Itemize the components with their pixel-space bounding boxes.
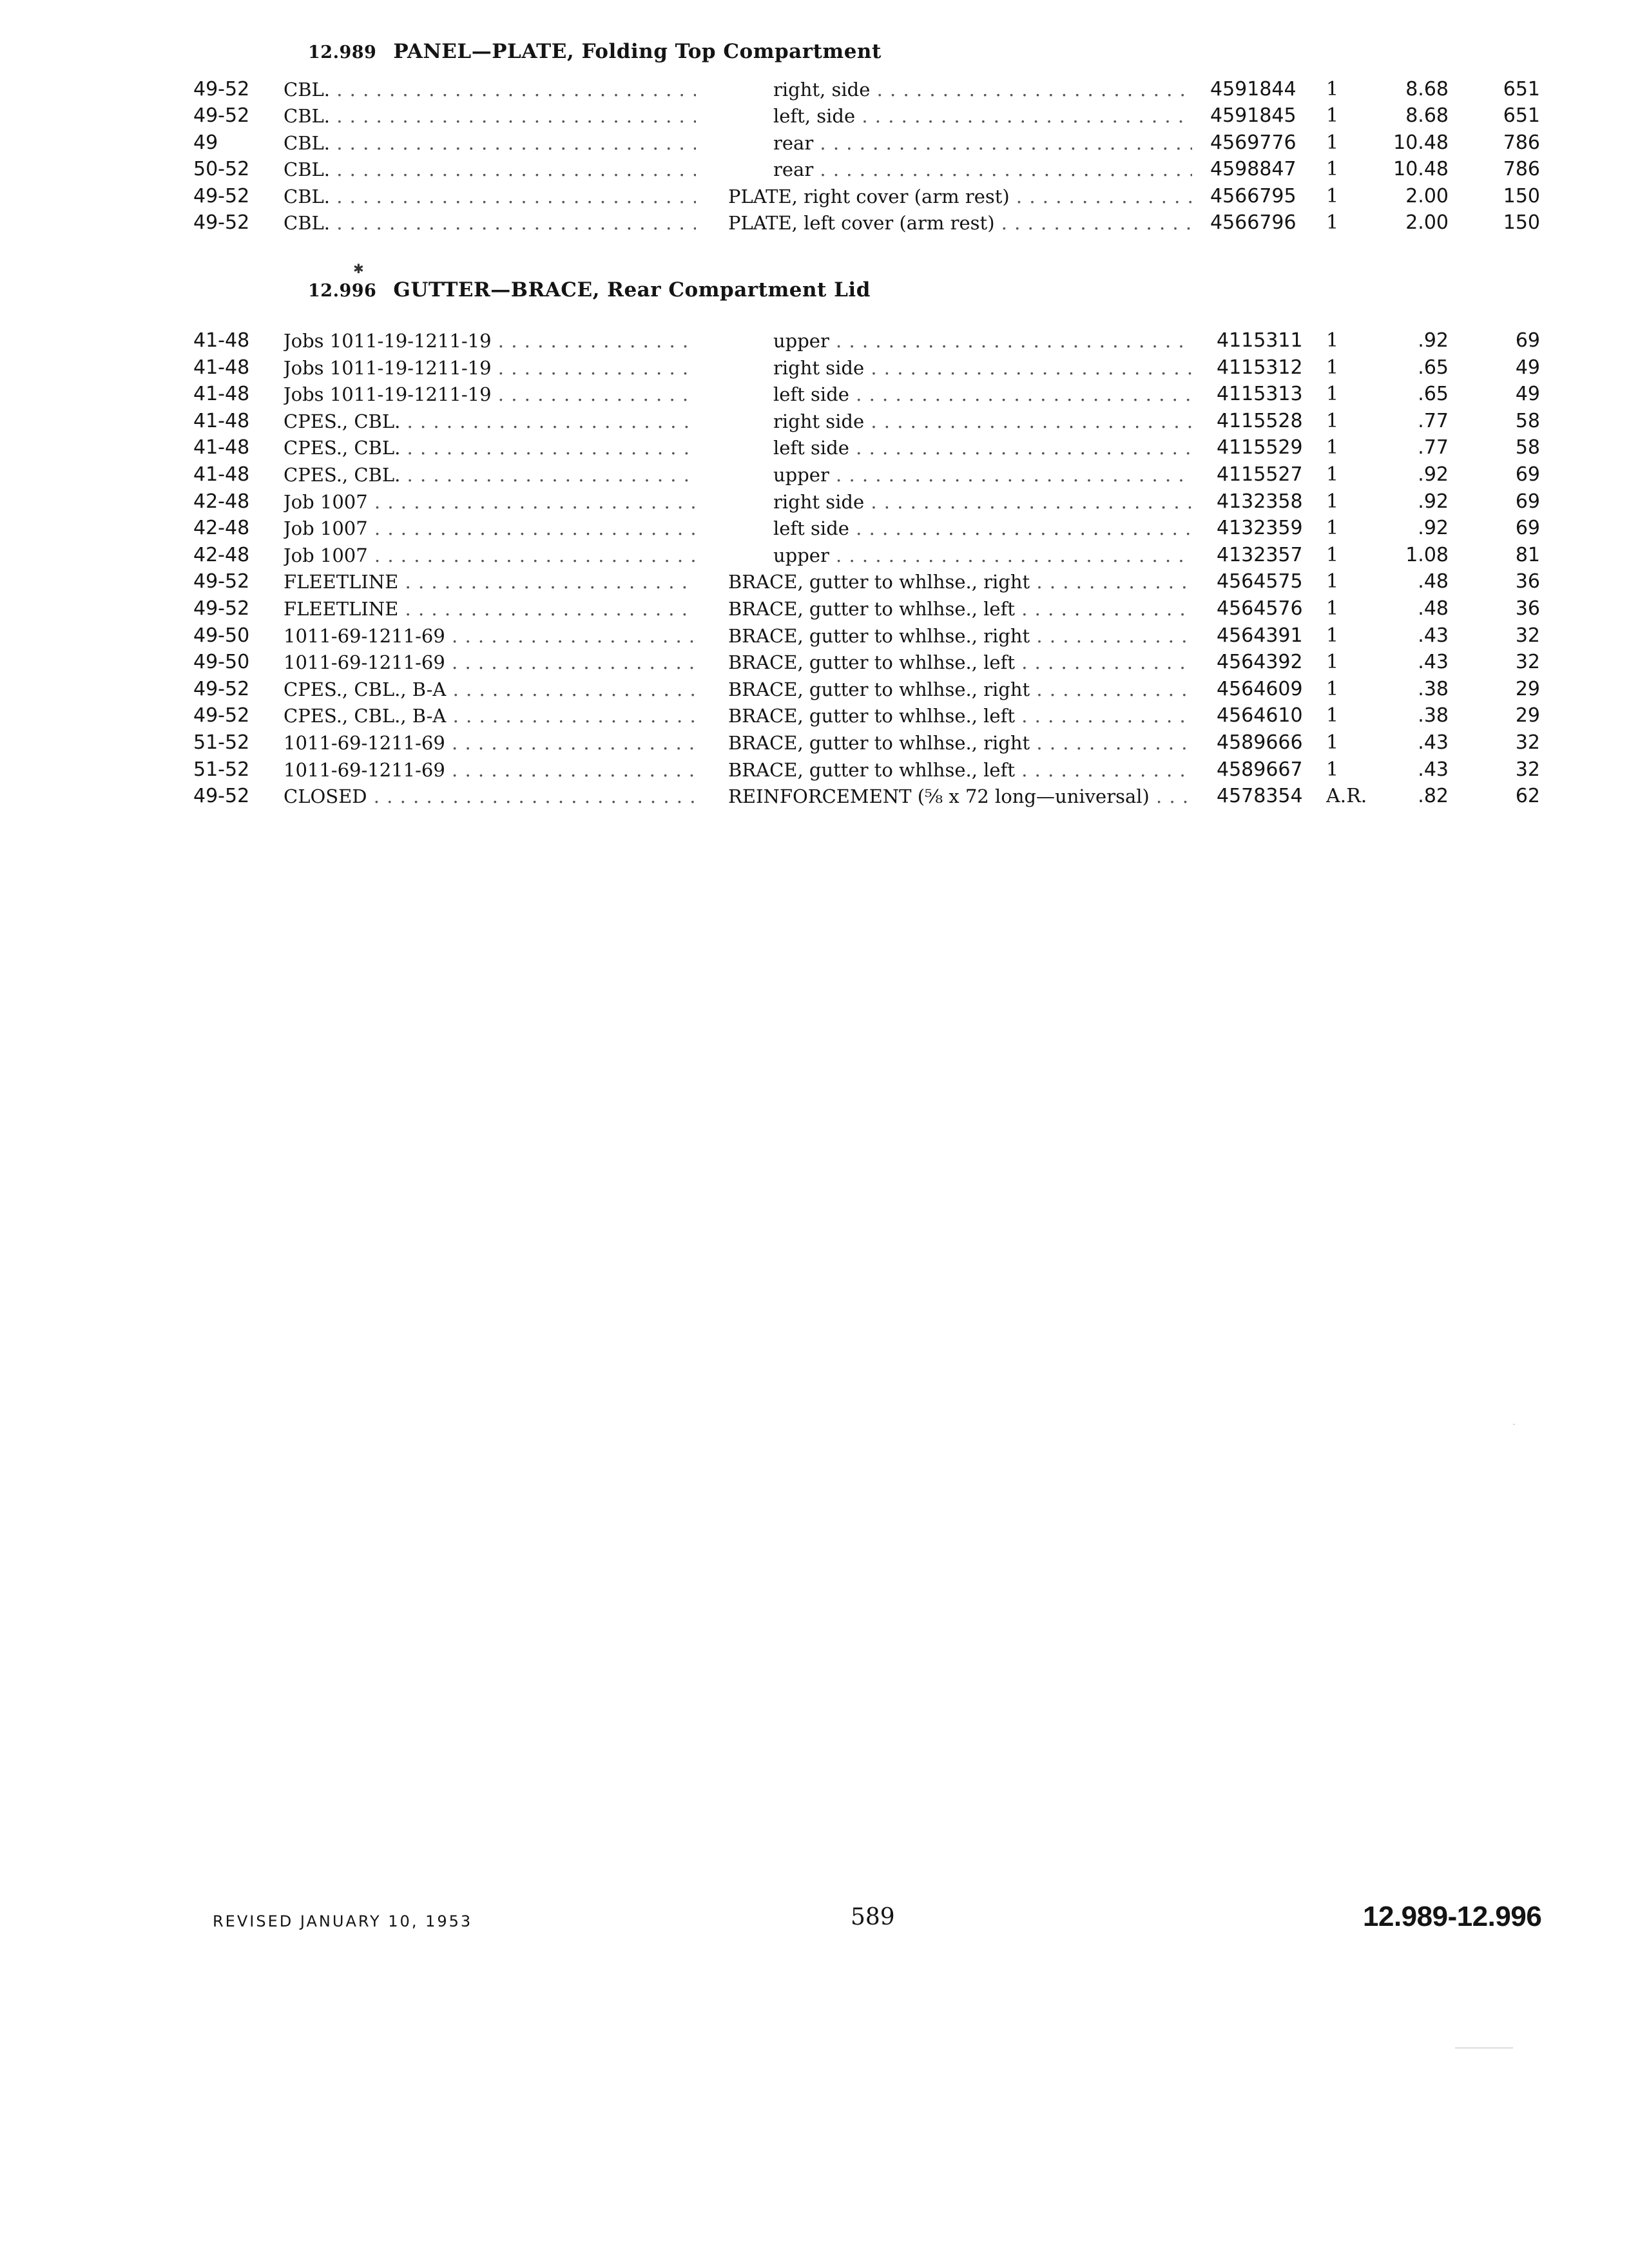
- quantity: A.R.: [1326, 785, 1367, 808]
- part-number: 4589666: [1217, 731, 1303, 754]
- list-price: 2.00: [1405, 184, 1449, 207]
- part-description: BRACE, gutter to whlhse., right . . .: [728, 622, 1192, 649]
- table-row: [0, 702, 1629, 729]
- table-row: [0, 756, 1629, 783]
- model-applicability: CBL. . . .: [284, 156, 696, 183]
- quantity: 1: [1326, 731, 1339, 754]
- weight: 69: [1515, 490, 1540, 513]
- weight: 49: [1515, 356, 1540, 379]
- year-range: 51-52: [193, 731, 250, 754]
- quantity: 1: [1326, 409, 1339, 432]
- weight: 150: [1503, 211, 1540, 234]
- table-row: [0, 649, 1629, 676]
- table-row: [0, 327, 1629, 354]
- part-number: 4115527: [1217, 463, 1303, 486]
- model-applicability: Job 1007 . . .: [284, 488, 696, 515]
- weight: 786: [1503, 131, 1540, 154]
- weight: 651: [1503, 78, 1540, 101]
- part-description: BRACE, gutter to whlhse., right . . .: [728, 568, 1192, 595]
- list-price: .77: [1418, 436, 1449, 459]
- weight: 32: [1515, 758, 1540, 781]
- table-row: [0, 209, 1629, 236]
- weight: 81: [1515, 543, 1540, 566]
- list-price: .43: [1418, 651, 1449, 674]
- model-applicability: Job 1007 . . .: [284, 542, 696, 569]
- table-row: [0, 729, 1629, 756]
- model-applicability: 1011-69-1211-69 . . .: [284, 649, 696, 676]
- table-row: [0, 595, 1629, 622]
- year-range: 49-52: [193, 184, 250, 207]
- part-description: left, side . . .: [773, 102, 1192, 130]
- part-description: upper . . .: [773, 461, 1192, 488]
- part-description: BRACE, gutter to whlhse., left . . .: [728, 702, 1192, 729]
- part-number: 4132358: [1217, 490, 1303, 513]
- list-price: .43: [1418, 758, 1449, 781]
- model-applicability: CPES., CBL., B-A . . .: [284, 676, 696, 703]
- model-applicability: Jobs 1011-19-1211-19 . . .: [284, 381, 696, 408]
- quantity: 1: [1326, 211, 1339, 234]
- quantity: 1: [1326, 624, 1339, 647]
- part-number: 4591845: [1210, 104, 1296, 128]
- weight: 49: [1515, 383, 1540, 406]
- part-description: BRACE, gutter to whlhse., left . . .: [728, 595, 1192, 622]
- year-range: 50-52: [193, 158, 250, 181]
- weight: 32: [1515, 731, 1540, 754]
- weight: 29: [1515, 704, 1540, 727]
- table-row: [0, 434, 1629, 461]
- part-description: BRACE, gutter to whlhse., right . . .: [728, 729, 1192, 756]
- part-description: REINFORCEMENT (⅝ x 72 long—universal) . . .: [728, 783, 1192, 810]
- part-description: rear . . .: [773, 130, 1192, 157]
- part-number: 4589667: [1217, 758, 1303, 781]
- list-price: .38: [1418, 677, 1449, 700]
- quantity: 1: [1326, 490, 1339, 513]
- list-price: .92: [1418, 517, 1449, 540]
- part-number: 4564609: [1217, 677, 1303, 700]
- table-row: [0, 130, 1629, 157]
- model-applicability: CPES., CBL. . . .: [284, 461, 696, 488]
- table-row: [0, 783, 1629, 810]
- weight: 62: [1515, 785, 1540, 808]
- list-price: .43: [1418, 731, 1449, 754]
- list-price: 8.68: [1405, 104, 1449, 128]
- year-range: 49-52: [193, 704, 250, 727]
- section-number: 12.989: [308, 43, 377, 62]
- weight: 786: [1503, 158, 1540, 181]
- section-title-12989: [308, 40, 882, 63]
- weight: 36: [1515, 597, 1540, 620]
- part-number: 4132359: [1217, 517, 1303, 540]
- model-applicability: FLEETLINE . . .: [284, 595, 696, 622]
- table-row: [0, 542, 1629, 569]
- list-price: .38: [1418, 704, 1449, 727]
- year-range: 49-52: [193, 597, 250, 620]
- model-applicability: 1011-69-1211-69 . . .: [284, 622, 696, 649]
- part-description: right side . . .: [773, 408, 1192, 435]
- part-description: BRACE, gutter to whlhse., right . . .: [728, 676, 1192, 703]
- part-number: 4115528: [1217, 409, 1303, 432]
- weight: 58: [1515, 436, 1540, 459]
- model-applicability: CPES., CBL., B-A . . .: [284, 702, 696, 729]
- table-row: [0, 156, 1629, 183]
- year-range: 42-48: [193, 543, 250, 566]
- list-price: 10.48: [1393, 131, 1449, 154]
- table-row: [0, 381, 1629, 408]
- part-description: right side . . .: [773, 354, 1192, 381]
- list-price: .48: [1418, 570, 1449, 593]
- year-range: 41-48: [193, 409, 250, 432]
- quantity: 1: [1326, 570, 1339, 593]
- list-price: 8.68: [1405, 78, 1449, 101]
- model-applicability: Job 1007 . . .: [284, 515, 696, 542]
- table-row: [0, 515, 1629, 542]
- weight: 150: [1503, 184, 1540, 207]
- year-range: 41-48: [193, 436, 250, 459]
- table-row: [0, 102, 1629, 130]
- quantity: 1: [1326, 651, 1339, 674]
- list-price: .65: [1418, 383, 1449, 406]
- part-number: 4115312: [1217, 356, 1303, 379]
- list-price: 10.48: [1393, 158, 1449, 181]
- table-row: [0, 622, 1629, 649]
- year-range: 49-50: [193, 651, 250, 674]
- quantity: 1: [1326, 383, 1339, 406]
- part-number: 4564392: [1217, 651, 1303, 674]
- year-range: 51-52: [193, 758, 250, 781]
- model-applicability: CBL. . . .: [284, 209, 696, 236]
- model-applicability: Jobs 1011-19-1211-19 . . .: [284, 354, 696, 381]
- part-number: 4591844: [1210, 78, 1296, 101]
- model-applicability: 1011-69-1211-69 . . .: [284, 756, 696, 783]
- model-applicability: CBL. . . .: [284, 183, 696, 210]
- quantity: 1: [1326, 184, 1339, 207]
- part-description: upper . . .: [773, 542, 1192, 569]
- quantity: 1: [1326, 758, 1339, 781]
- part-description: right side . . .: [773, 488, 1192, 515]
- weight: 69: [1515, 463, 1540, 486]
- quantity: 1: [1326, 597, 1339, 620]
- page-number: 589: [851, 1904, 895, 1930]
- weight: 651: [1503, 104, 1540, 128]
- marker-star-icon: ✱: [353, 261, 364, 276]
- year-range: 42-48: [193, 490, 250, 513]
- year-range: 49-52: [193, 211, 250, 234]
- scan-speck: [1513, 1424, 1515, 1425]
- part-description: PLATE, right cover (arm rest) . . .: [728, 183, 1192, 210]
- weight: 32: [1515, 651, 1540, 674]
- table-row: [0, 676, 1629, 703]
- table-row: [0, 76, 1629, 103]
- quantity: 1: [1326, 436, 1339, 459]
- year-range: 42-48: [193, 517, 250, 540]
- part-description: PLATE, left cover (arm rest) . . .: [728, 209, 1192, 236]
- list-price: .65: [1418, 356, 1449, 379]
- weight: 69: [1515, 517, 1540, 540]
- part-number: 4564391: [1217, 624, 1303, 647]
- model-applicability: FLEETLINE . . .: [284, 568, 696, 595]
- part-description: left side . . .: [773, 381, 1192, 408]
- year-range: 49-52: [193, 104, 250, 128]
- model-applicability: CPES., CBL. . . .: [284, 408, 696, 435]
- part-description: upper . . .: [773, 327, 1192, 354]
- quantity: 1: [1326, 78, 1339, 101]
- table-row: [0, 183, 1629, 210]
- year-range: 49-52: [193, 677, 250, 700]
- part-number: 4115313: [1217, 383, 1303, 406]
- model-applicability: CBL. . . .: [284, 76, 696, 103]
- part-number: 4564576: [1217, 597, 1303, 620]
- quantity: 1: [1326, 463, 1339, 486]
- year-range: 41-48: [193, 463, 250, 486]
- part-description: BRACE, gutter to whlhse., left . . .: [728, 649, 1192, 676]
- model-applicability: CBL. . . .: [284, 102, 696, 130]
- year-range: 49: [193, 131, 218, 154]
- year-range: 41-48: [193, 356, 250, 379]
- part-number: 4564610: [1217, 704, 1303, 727]
- quantity: 1: [1326, 517, 1339, 540]
- table-row: [0, 488, 1629, 515]
- weight: 58: [1515, 409, 1540, 432]
- list-price: .82: [1418, 785, 1449, 808]
- part-description: left side . . .: [773, 434, 1192, 461]
- quantity: 1: [1326, 131, 1339, 154]
- year-range: 49-50: [193, 624, 250, 647]
- quantity: 1: [1326, 677, 1339, 700]
- quantity: 1: [1326, 356, 1339, 379]
- table-row: [0, 568, 1629, 595]
- weight: 32: [1515, 624, 1540, 647]
- weight: 36: [1515, 570, 1540, 593]
- list-price: .48: [1418, 597, 1449, 620]
- part-number: 4578354: [1217, 785, 1303, 808]
- section-range: 12.989-12.996: [1363, 1901, 1542, 1932]
- table-row: [0, 408, 1629, 435]
- table-row: [0, 354, 1629, 381]
- part-description: right, side . . .: [773, 76, 1192, 103]
- list-price: .92: [1418, 490, 1449, 513]
- part-number: 4566795: [1210, 184, 1296, 207]
- quantity: 1: [1326, 329, 1339, 352]
- revision-date: REVISED JANUARY 10, 1953: [213, 1912, 473, 1930]
- list-price: .92: [1418, 463, 1449, 486]
- year-range: 49-52: [193, 78, 250, 101]
- weight: 29: [1515, 677, 1540, 700]
- part-number: 4132357: [1217, 543, 1303, 566]
- list-price: .43: [1418, 624, 1449, 647]
- list-price: 1.08: [1405, 543, 1449, 566]
- part-description: rear . . .: [773, 156, 1192, 183]
- list-price: .77: [1418, 409, 1449, 432]
- section-heading: GUTTER—BRACE, Rear Compartment Lid: [393, 278, 871, 302]
- year-range: 41-48: [193, 383, 250, 406]
- model-applicability: 1011-69-1211-69 . . .: [284, 729, 696, 756]
- year-range: 41-48: [193, 329, 250, 352]
- year-range: 49-52: [193, 570, 250, 593]
- section-title-12996: [308, 278, 871, 302]
- quantity: 1: [1326, 704, 1339, 727]
- part-number: 4115529: [1217, 436, 1303, 459]
- model-applicability: Jobs 1011-19-1211-19 . . .: [284, 327, 696, 354]
- quantity: 1: [1326, 543, 1339, 566]
- list-price: 2.00: [1405, 211, 1449, 234]
- model-applicability: CPES., CBL. . . .: [284, 434, 696, 461]
- part-number: 4564575: [1217, 570, 1303, 593]
- part-number: 4115311: [1217, 329, 1303, 352]
- model-applicability: CBL. . . .: [284, 130, 696, 157]
- model-applicability: CLOSED . . .: [284, 783, 696, 810]
- quantity: 1: [1326, 158, 1339, 181]
- year-range: 49-52: [193, 785, 250, 808]
- quantity: 1: [1326, 104, 1339, 128]
- section-number: 12.996: [308, 281, 377, 301]
- weight: 69: [1515, 329, 1540, 352]
- list-price: .92: [1418, 329, 1449, 352]
- section-heading: PANEL—PLATE, Folding Top Compartment: [393, 40, 882, 63]
- table-row: [0, 461, 1629, 488]
- part-description: BRACE, gutter to whlhse., left . . .: [728, 756, 1192, 783]
- part-description: left side . . .: [773, 515, 1192, 542]
- part-number: 4566796: [1210, 211, 1296, 234]
- part-number: 4598847: [1210, 158, 1296, 181]
- part-number: 4569776: [1210, 131, 1296, 154]
